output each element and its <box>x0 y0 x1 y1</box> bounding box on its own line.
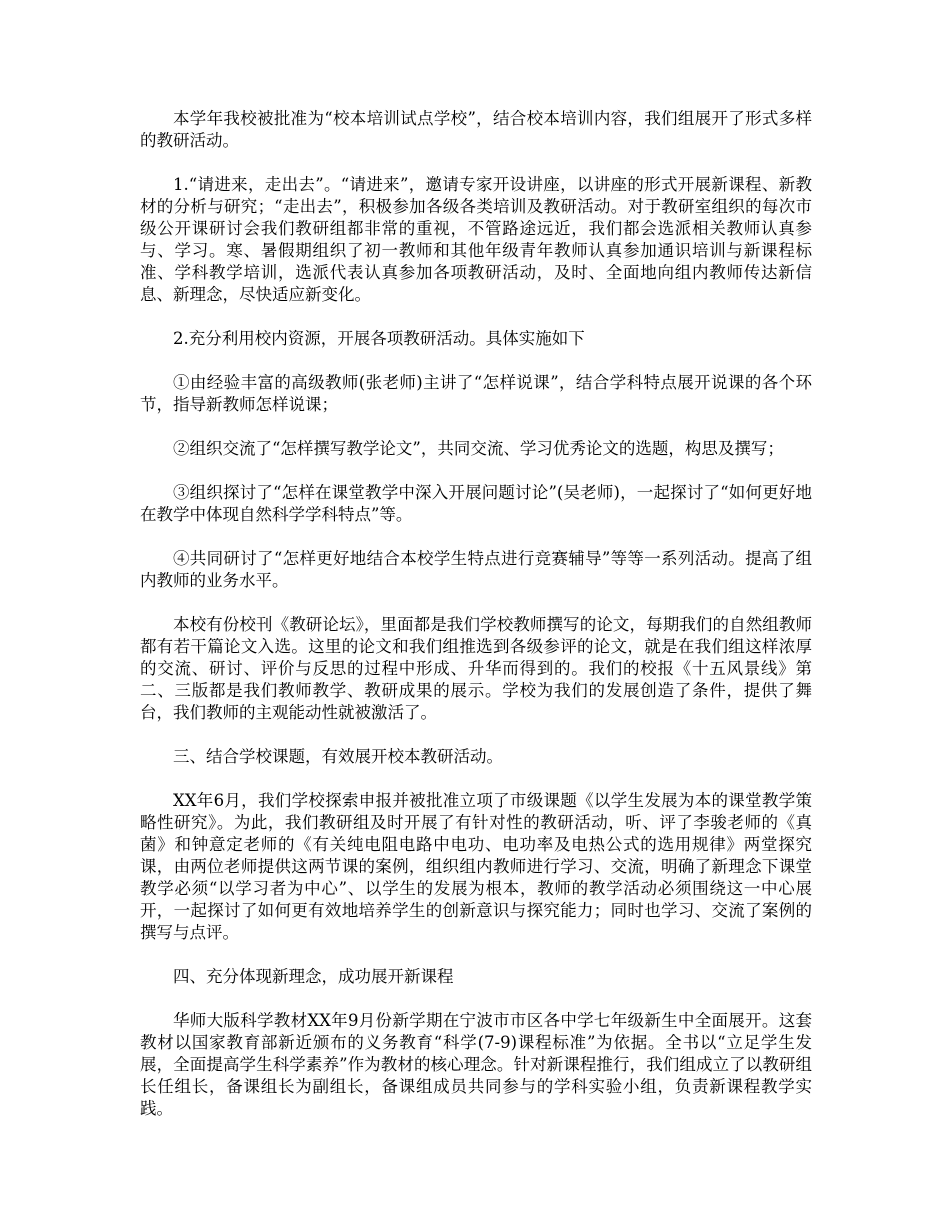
paragraph-item-1: 1.“请进来，走出去”。“请进来”，邀请专家开设讲座，以讲座的形式开展新课程、新教材的分析与研究；“走出去”，积极参加各级各类培训及教研活动。对于教研室组织的每次市级公开课研讨会我们教研组都非常的重视，不管路途远近，我们都会选派相关教师认真参与、学习。寒、暑假期组织了初一教师和其他年级青年教师认真参加通识培训与新课程标准、学科教学培训，选派代表认真参加各项教研活动，及时、全面地向组内教师传达新信息、新理念，尽快适应新变化。 <box>140 175 812 304</box>
paragraph-school-journal: 本校有份校刊《教研论坛》，里面都是我们学校教师撰写的论文，每期我们的自然组教师都有若干篇论文入选。这里的论文和我们组推选到各级参评的论文，就是在我们组这样浓厚的交流、研讨、评价与反思的过程中形成、升华而得到的。我们的校报《十五风景线》第二、三版都是我们教师教学、教研成果的展示。学校为我们的发展创造了条件，提供了舞台，我们教师的主观能动性就被激活了。 <box>140 615 812 722</box>
document-body <box>140 108 812 1142</box>
paragraph-subitem-1: ①由经验丰富的高级教师(张老师)主讲了“怎样说课”，结合学科特点展开说课的各个环节，指导新教师怎样说课； <box>140 373 812 414</box>
section-heading-4: 四、充分体现新理念，成功展开新课程 <box>173 967 454 986</box>
paragraph-subitem-2: ②组织交流了“怎样撰写教学论文”，共同交流、学习优秀论文的选题，构思及撰写； <box>173 439 784 458</box>
section-heading-3: 三、结合学校课题，有效展开校本教研活动。 <box>173 747 503 766</box>
paragraph-subitem-3: ③组织探讨了“怎样在课堂教学中深入开展问题讨论”(吴老师)，一起探讨了“如何更好地在教学中体现自然科学学科特点”等。 <box>140 483 812 524</box>
paragraph-intro: 本学年我校被批准为“校本培训试点学校”，结合校本培训内容，我们组展开了形式多样的教研活动。 <box>140 109 812 150</box>
paragraph-item-2: 2.充分利用校内资源，开展各项教研活动。具体实施如下 <box>173 329 585 348</box>
paragraph-new-curriculum: 华师大版科学教材XX年9月份新学期在宁波市市区各中学七年级新生中全面展开。这套教材以国家教育部新近颁布的义务教育“科学(7-9)课程标准”为依据。全书以“立足学生发展，全面提高学生科学素养”作为教材的核心理念。针对新课程推行，我们组成立了以教研组长任组长，备课组长为副组长，备课组成员共同参与的学科实验小组，负责新课程教学实践。 <box>140 1011 812 1118</box>
paragraph-subitem-4: ④共同研讨了“怎样更好地结合本校学生特点进行竞赛辅导”等等一系列活动。提高了组内教师的业务水平。 <box>140 549 812 590</box>
paragraph-research-project: XX年6月，我们学校探索申报并被批准立项了市级课题《以学生发展为本的课堂教学策略性研究》。为此，我们教研组及时开展了有针对性的教研活动，听、评了李骏老师的《真菌》和钟意定老师的《有关纯电阻电路中电功、电功率及电热公式的选用规律》两堂探究课，由两位老师提供这两节课的案例，组织组内教师进行学习、交流，明确了新理念下课堂教学必须“以学习者为中心”、以学生的发展为根本，教师的教学活动必须围绕这一中心展开，一起探讨了如何更有效地培养学生的创新意识与探究能力；同时也学习、交流了案例的撰写与点评。 <box>140 791 812 942</box>
